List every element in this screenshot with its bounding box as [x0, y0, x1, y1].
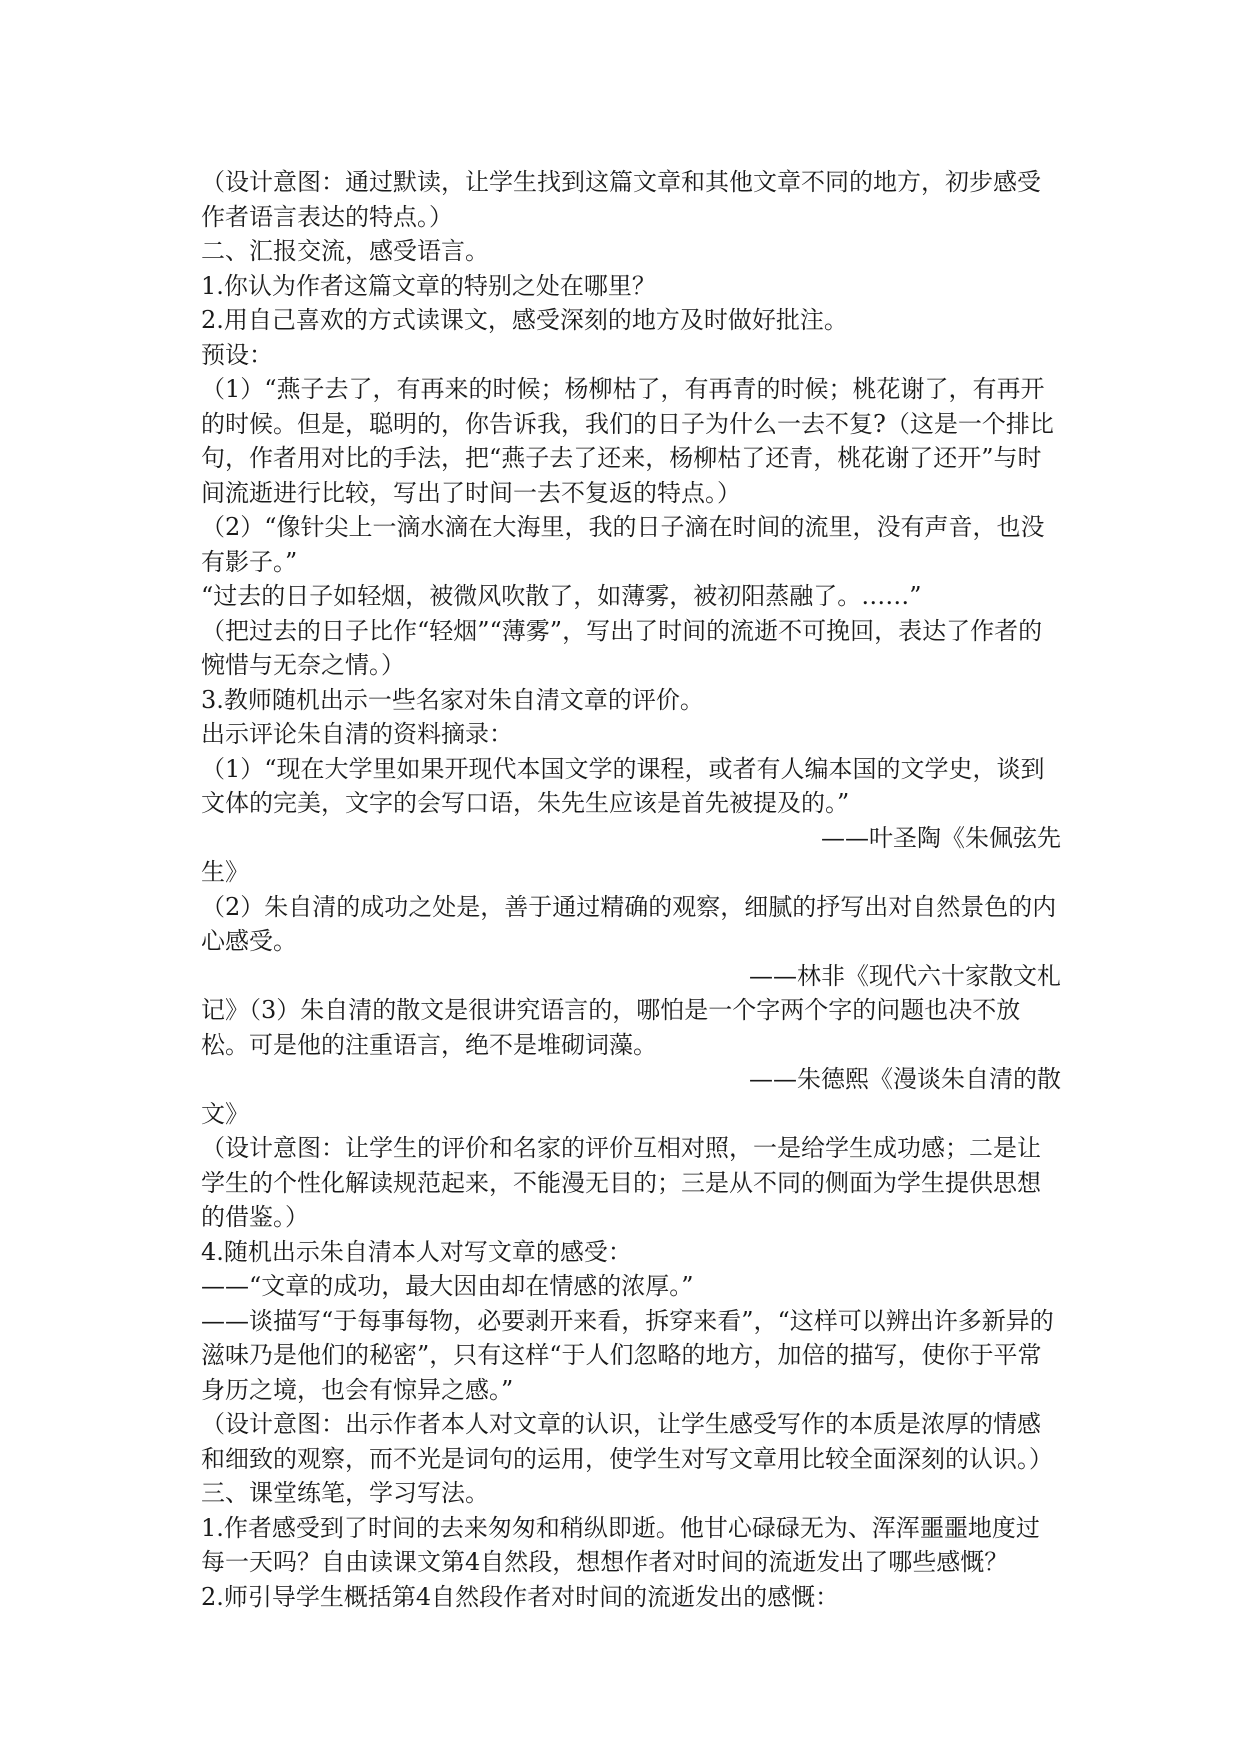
section-heading-3: 三、课堂练笔，学习写法。	[201, 1479, 489, 1507]
question-3: 3.教师随机出示一些名家对朱自清文章的评价。	[201, 685, 704, 714]
design-intent-3: （设计意图：出示作者本人对文章的认识，让学生感受写作的本质是浓厚的情感和细致的观察，而不光是词句的运用，使学生对写文章用比较全面深刻的认识。）	[201, 1410, 1053, 1473]
excerpt-1-attribution: ——叶圣陶《朱佩弦先	[821, 823, 1061, 852]
preset-quote: “过去的日子如轻烟，被微风吹散了，如薄雾，被初阳蒸融了。……”	[201, 582, 922, 610]
author-quote-1: ——“文章的成功，最大因由却在情感的浓厚。”	[201, 1272, 694, 1300]
question-2: 2.用自己喜欢的方式读课文，感受深刻的地方及时做好批注。	[201, 306, 848, 334]
practice-2: 2.师引导学生概括第4自然段作者对时间的流逝发出的感慨：	[201, 1582, 840, 1611]
document-body	[201, 165, 1061, 1614]
excerpt-3: 记》（3）朱自清的散文是很讲究语言的，哪怕是一个字两个字的问题也决不放松。可是他的注重语言，绝不是堆砌词藻。	[201, 996, 1021, 1059]
preset-label: 预设：	[201, 340, 273, 369]
question-1: 1.你认为作者这篇文章的特别之处在哪里？	[201, 271, 656, 300]
preset-explanation: （把过去的日子比作“轻烟”“薄雾”，写出了时间的流逝不可挽回，表达了作者的惋惜与无奈之情。）	[201, 616, 1043, 679]
practice-1: 1.作者感受到了时间的去来匆匆和稍纵即逝。他甘心碌碌无为、浑浑噩噩地度过每一天吗？自由读课文第4自然段，想想作者对时间的流逝发出了哪些感慨？	[201, 1513, 1040, 1576]
question-4: 4.随机出示朱自清本人对写文章的感受：	[201, 1237, 632, 1266]
section-heading-2: 二、汇报交流，感受语言。	[201, 237, 489, 265]
excerpt-2: （2）朱自清的成功之处是，善于通过精确的观察，细腻的抒写出对自然景色的内心感受。	[201, 892, 1057, 955]
preset-item-2: （2）“像针尖上一滴水滴在大海里，我的日子滴在时间的流里，没有声音，也没有影子。”	[201, 513, 1045, 576]
design-intent-2: （设计意图：让学生的评价和名家的评价互相对照，一是给学生成功感；二是让学生的个性化解读规范起来，不能漫无目的；三是从不同的侧面为学生提供思想的借鉴。）	[201, 1134, 1041, 1231]
author-quote-2: ——谈描写“于每事每物，必要剥开来看，拆穿来看”，“这样可以辨出许多新异的滋味乃是他们的秘密”，只有这样“于人们忽略的地方，加倍的描写，使你于平常身历之境，也会有惊异之感。”	[201, 1306, 1054, 1404]
design-intent-1: （设计意图：通过默读，让学生找到这篇文章和其他文章不同的地方，初步感受作者语言表达的特点。）	[201, 168, 1041, 231]
excerpt-label: 出示评论朱自清的资料摘录：	[201, 720, 513, 748]
excerpt-1-attribution-end: 生》	[201, 858, 249, 886]
excerpt-2-attribution: ——林非《现代六十家散文札	[749, 961, 1061, 990]
excerpt-3-attribution-end: 文》	[201, 1099, 249, 1128]
excerpt-3-attribution: ——朱德熙《漫谈朱自清的散	[749, 1065, 1061, 1093]
preset-item-1: （1）“燕子去了，有再来的时候；杨柳枯了，有再青的时候；桃花谢了，有再开的时候。但是，聪明的，你告诉我，我们的日子为什么一去不复?（这是一个排比句，作者用对比的手法，把“燕子去了还来，杨柳枯了还青，桃花谢了还开”与时间流逝进行比较，写出了时间一去不复返的特点。）	[201, 375, 1054, 507]
excerpt-1: （1）“现在大学里如果开现代本国文学的课程，或者有人编本国的文学史，谈到文体的完美，文字的会写口语，朱先生应该是首先被提及的。”	[201, 754, 1045, 817]
